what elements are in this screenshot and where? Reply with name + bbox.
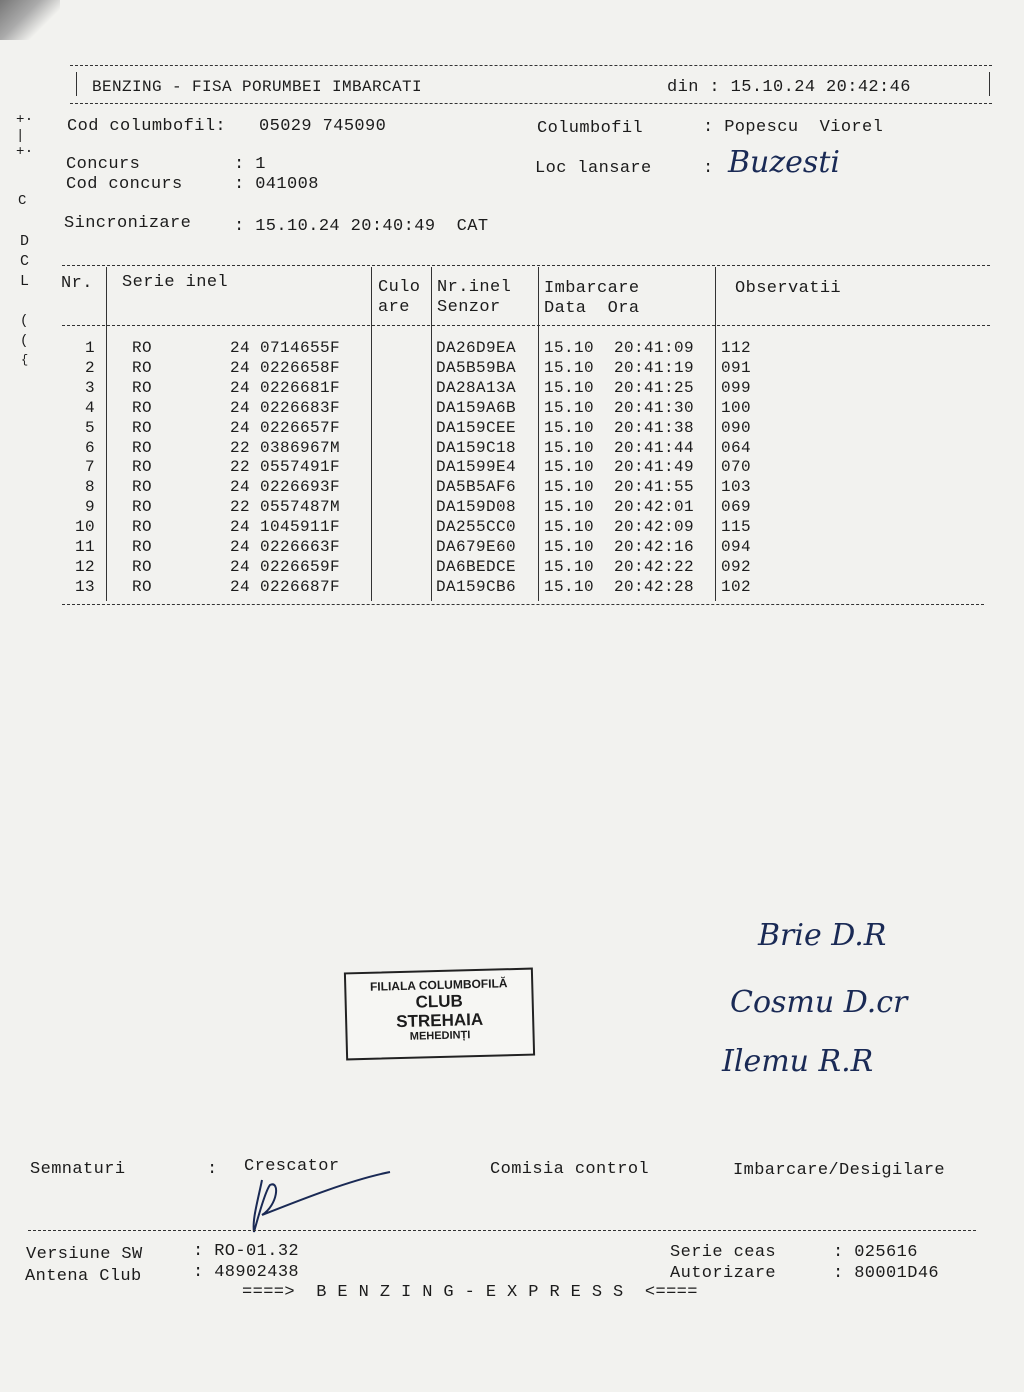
- comisia-control-label: Comisia control: [490, 1160, 650, 1179]
- row-observatii: 090: [721, 418, 752, 437]
- row-sensor-id: DA159A6B: [436, 398, 517, 417]
- row-date: 15.10: [544, 398, 595, 417]
- loc-lansare-colon: :: [703, 159, 714, 178]
- table-row: [0, 498, 1024, 518]
- header-nrinel: Nr.inel: [437, 278, 512, 297]
- serie-ceas-label: Serie ceas: [670, 1243, 777, 1262]
- row-observatii: 064: [721, 438, 752, 457]
- table-row: [0, 399, 1024, 419]
- stamp-line2: CLUB: [415, 991, 464, 1012]
- row-country: RO: [132, 458, 153, 477]
- row-date: 15.10: [544, 577, 595, 596]
- stamp-line4: MEHEDINȚI: [409, 1029, 471, 1043]
- header-culo-are: are: [378, 298, 410, 317]
- row-ring-series: 24 0714655F: [230, 339, 341, 357]
- header-nr: Nr.: [61, 274, 93, 293]
- columbofil-label: Columbofil: [537, 119, 644, 138]
- concurs-value: : 1: [234, 155, 266, 174]
- row-date: 15.10: [544, 498, 595, 517]
- table-row: [0, 578, 1024, 598]
- row-sensor-id: DA159CB6: [436, 577, 517, 596]
- row-time: 20:42:01: [614, 498, 695, 517]
- row-country: RO: [132, 498, 153, 517]
- row-observatii: 103: [721, 478, 752, 497]
- row-ring-series: 24 0226687F: [230, 577, 341, 596]
- versiune-sw-value: : RO-01.32: [193, 1242, 300, 1261]
- row-country: RO: [132, 518, 153, 537]
- table-row: [0, 558, 1024, 578]
- header-senzor: Senzor: [437, 298, 501, 317]
- handwritten-signature: Cosmu D.cr: [730, 985, 908, 1020]
- handwritten-signature: Brie D.R: [758, 918, 887, 953]
- row-observatii: 112: [721, 339, 752, 357]
- row-ring-series: 24 0226681F: [230, 378, 341, 397]
- row-sensor-id: DA5B59BA: [436, 358, 517, 377]
- row-sensor-id: DA679E60: [436, 538, 517, 556]
- row-observatii: 069: [721, 498, 752, 517]
- header-imbarcare: Imbarcare: [544, 279, 640, 298]
- footer-rule: [28, 1230, 976, 1231]
- row-date: 15.10: [544, 478, 595, 497]
- cod-concurs-label: Cod concurs: [66, 175, 183, 194]
- row-ring-series: 24 0226693F: [230, 478, 341, 497]
- row-country: RO: [132, 378, 153, 397]
- row-time: 20:42:22: [614, 557, 695, 576]
- row-country: RO: [132, 339, 153, 357]
- row-country: RO: [132, 538, 153, 556]
- row-sensor-id: DA28A13A: [436, 378, 517, 397]
- row-nr: 13: [74, 577, 95, 596]
- antena-club-label: Antena Club: [25, 1267, 142, 1286]
- columbofil-value: : Popescu Viorel: [703, 118, 884, 137]
- cod-concurs-value: : 041008: [234, 175, 319, 194]
- row-ring-series: 24 0226683F: [230, 398, 341, 417]
- row-country: RO: [132, 398, 153, 417]
- margin-letter: C: [18, 193, 27, 209]
- margin-letter: C: [20, 253, 30, 270]
- row-country: RO: [132, 438, 153, 457]
- concurs-label: Concurs: [66, 155, 141, 174]
- autorizare-value: : 80001D46: [833, 1264, 940, 1283]
- row-country: RO: [132, 418, 153, 437]
- serie-ceas-value: : 025616: [833, 1243, 918, 1262]
- header-top-rule: [70, 65, 992, 66]
- row-date: 15.10: [544, 339, 595, 357]
- row-nr: 3: [84, 378, 95, 397]
- header-serie: Serie inel: [122, 273, 229, 292]
- print-timestamp: din : 15.10.24 20:42:46: [667, 78, 911, 97]
- row-time: 20:41:25: [614, 378, 695, 397]
- row-date: 15.10: [544, 458, 595, 477]
- row-time: 20:41:49: [614, 458, 695, 477]
- row-observatii: 102: [721, 577, 752, 596]
- row-ring-series: 24 1045911F: [230, 518, 341, 537]
- row-observatii: 092: [721, 557, 752, 576]
- scan-corner-shadow: [0, 0, 60, 40]
- cod-columbofil-label: Cod columbofil:: [67, 117, 227, 136]
- row-country: RO: [132, 478, 153, 497]
- table-row: [0, 518, 1024, 538]
- row-observatii: 070: [721, 458, 752, 477]
- row-time: 20:41:38: [614, 418, 695, 437]
- margin-letter: D: [20, 233, 30, 250]
- row-time: 20:42:16: [614, 538, 695, 556]
- row-time: 20:41:55: [614, 478, 695, 497]
- sincronizare-label: Sincronizare: [64, 214, 192, 233]
- row-observatii: 115: [721, 518, 752, 537]
- row-sensor-id: DA6BEDCE: [436, 557, 517, 576]
- row-time: 20:42:28: [614, 577, 695, 596]
- row-nr: 10: [74, 518, 95, 537]
- loc-lansare-handwritten: Buzesti: [728, 145, 840, 180]
- margin-letter: (: [20, 313, 29, 329]
- table-top-rule: [62, 265, 990, 266]
- header-right-bar: [989, 72, 990, 96]
- club-stamp: [344, 968, 535, 1061]
- row-date: 15.10: [544, 358, 595, 377]
- stamp-line1: FILIALA COLUMBOFILĂ: [369, 976, 508, 994]
- row-observatii: 094: [721, 538, 752, 556]
- row-nr: 4: [84, 398, 95, 417]
- row-ring-series: 24 0226659F: [230, 557, 341, 576]
- row-observatii: 091: [721, 358, 752, 377]
- row-ring-series: 24 0226657F: [230, 418, 341, 437]
- row-sensor-id: DA1599E4: [436, 458, 517, 477]
- row-date: 15.10: [544, 557, 595, 576]
- antena-club-value: : 48902438: [193, 1263, 300, 1282]
- row-nr: 1: [84, 339, 95, 357]
- row-time: 20:42:09: [614, 518, 695, 537]
- table-row: [0, 538, 1024, 558]
- versiune-sw-label: Versiune SW: [26, 1245, 143, 1264]
- handwritten-signature: Ilemu R.R: [722, 1044, 874, 1079]
- row-nr: 12: [74, 557, 95, 576]
- cod-columbofil-value: 05029 745090: [259, 117, 387, 136]
- row-time: 20:41:19: [614, 358, 695, 377]
- margin-mark: +· | +·: [16, 112, 34, 160]
- margin-letter: L: [20, 273, 30, 290]
- table-header-rule: [62, 325, 990, 326]
- row-nr: 2: [84, 358, 95, 377]
- crescator-label: Crescator: [244, 1157, 340, 1176]
- row-sensor-id: DA26D9EA: [436, 339, 517, 357]
- table-row: [0, 419, 1024, 439]
- crescator-signature-scribble: [240, 1160, 400, 1235]
- row-nr: 11: [74, 538, 95, 556]
- row-date: 15.10: [544, 418, 595, 437]
- semnaturi-label: Semnaturi: [30, 1160, 126, 1179]
- table-row: [0, 478, 1024, 498]
- row-nr: 7: [84, 458, 95, 477]
- margin-letter: (: [20, 333, 29, 349]
- row-nr: 6: [84, 438, 95, 457]
- row-country: RO: [132, 557, 153, 576]
- benzing-express-brand: ====> B E N Z I N G - E X P R E S S <====: [242, 1283, 698, 1302]
- row-date: 15.10: [544, 518, 595, 537]
- row-observatii: 099: [721, 378, 752, 397]
- row-sensor-id: DA159CEE: [436, 418, 517, 437]
- header-bottom-rule: [70, 103, 992, 104]
- header-observatii: Observatii: [735, 279, 842, 298]
- row-time: 20:41:30: [614, 398, 695, 417]
- sincronizare-value: : 15.10.24 20:40:49 CAT: [234, 217, 489, 236]
- row-nr: 9: [84, 498, 95, 517]
- row-sensor-id: DA255CC0: [436, 518, 517, 537]
- row-sensor-id: DA159C18: [436, 438, 517, 457]
- row-country: RO: [132, 358, 153, 377]
- row-country: RO: [132, 577, 153, 596]
- row-sensor-id: DA5B5AF6: [436, 478, 517, 497]
- table-row: [0, 359, 1024, 379]
- header-culo: Culo: [378, 278, 421, 297]
- row-sensor-id: DA159D08: [436, 498, 517, 517]
- autorizare-label: Autorizare: [670, 1264, 777, 1283]
- table-bottom-rule: [62, 604, 984, 605]
- row-observatii: 100: [721, 398, 752, 417]
- table-row: [0, 439, 1024, 459]
- row-nr: 8: [84, 478, 95, 497]
- header-data-ora: Data Ora: [544, 299, 640, 318]
- row-ring-series: 22 0557487M: [230, 498, 341, 517]
- stamp-line3: STREHAIA: [395, 1009, 484, 1032]
- imbarcare-desigilare-label: Imbarcare/Desigilare: [733, 1161, 946, 1180]
- table-row: [0, 339, 1024, 359]
- row-ring-series: 22 0557491F: [230, 458, 341, 477]
- row-ring-series: 22 0386967M: [230, 438, 341, 457]
- table-row: [0, 458, 1024, 478]
- row-date: 15.10: [544, 378, 595, 397]
- document-title: BENZING - FISA PORUMBEI IMBARCATI: [92, 78, 423, 96]
- row-date: 15.10: [544, 538, 595, 556]
- semnaturi-colon: :: [207, 1160, 218, 1179]
- row-time: 20:41:44: [614, 438, 695, 457]
- row-date: 15.10: [544, 438, 595, 457]
- table-row: [0, 379, 1024, 399]
- row-nr: 5: [84, 418, 95, 437]
- row-ring-series: 24 0226663F: [230, 538, 341, 556]
- margin-letter: {: [21, 353, 29, 367]
- row-ring-series: 24 0226658F: [230, 358, 341, 377]
- loc-lansare-label: Loc lansare: [535, 159, 652, 178]
- header-left-bar: [76, 72, 77, 96]
- row-time: 20:41:09: [614, 339, 695, 357]
